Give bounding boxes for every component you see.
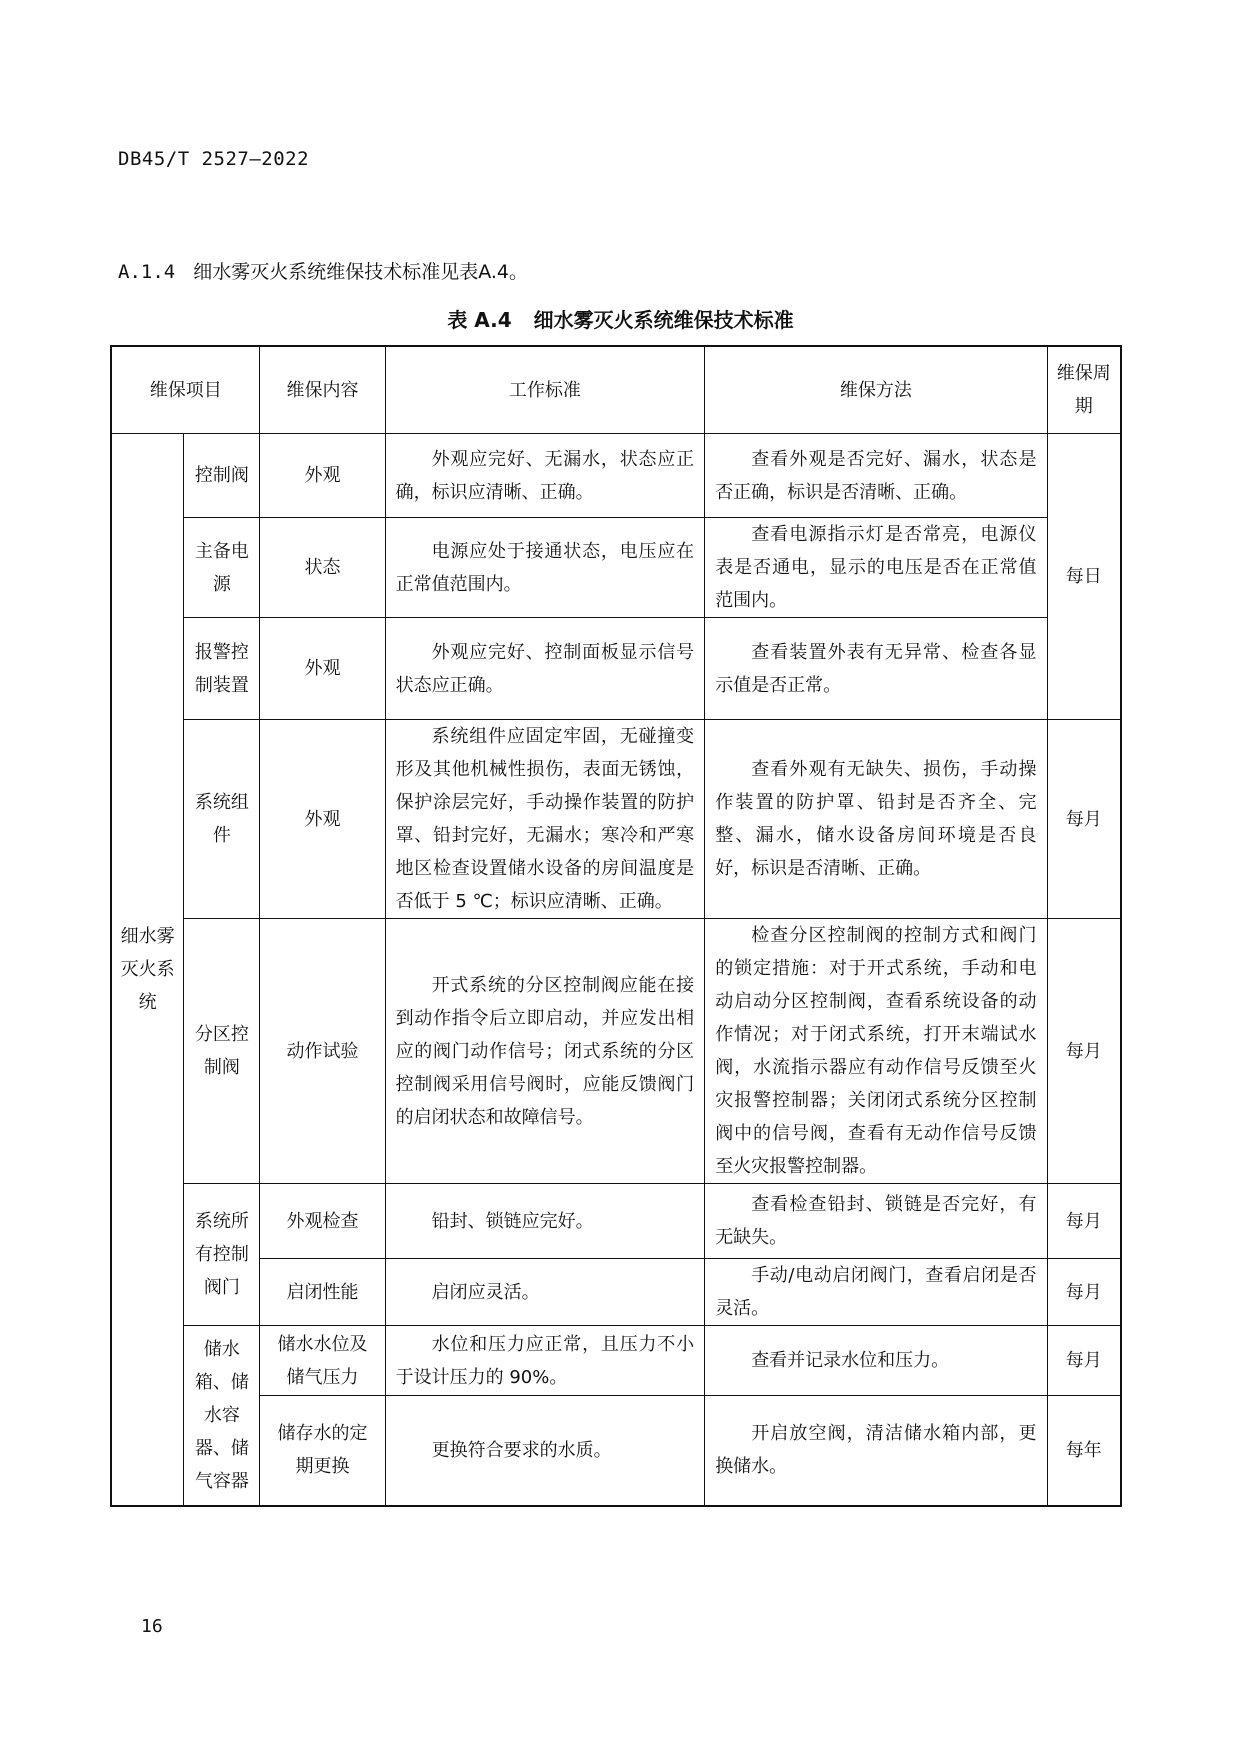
standard-cell: 更换符合要求的水质。 — [385, 1396, 705, 1506]
period-cell: 每月 — [1047, 1326, 1121, 1396]
period-cell: 每月 — [1047, 720, 1121, 919]
sub-item-cell: 分区控制阀 — [184, 919, 260, 1184]
table-header-row — [111, 346, 1121, 434]
standard-cell: 水位和压力应正常，且压力不小于设计压力的 90%。 — [385, 1326, 705, 1396]
table-title-label: 表 A.4 — [447, 308, 512, 332]
header-content: 维保内容 — [260, 346, 385, 434]
maintenance-standard-table — [110, 345, 1122, 1507]
sub-item-cell: 系统所有控制阀门 — [184, 1184, 260, 1326]
period-cell: 每年 — [1047, 1396, 1121, 1506]
table-row — [111, 618, 1121, 720]
method-cell: 查看装置外表有无异常、检查各显示值是否正常。 — [705, 618, 1047, 720]
method-cell: 查看外观有无缺失、损伤，手动操作装置的防护罩、铅封是否齐全、完整、漏水，储水设备房间环境是否良好，标识是否清晰、正确。 — [705, 720, 1047, 919]
page-number: 16 — [141, 1616, 163, 1637]
period-cell: 每月 — [1047, 1184, 1121, 1259]
clause-text: 细水雾灭火系统维保技术标准见表A.4。 — [193, 261, 528, 283]
system-name-cell: 细水雾灭火系统 — [111, 434, 184, 1506]
method-cell: 手动/电动启闭阀门，查看启闭是否灵活。 — [705, 1259, 1047, 1326]
sub-item-cell: 报警控制装置 — [184, 618, 260, 720]
table-row — [111, 518, 1121, 618]
sub-item-cell: 系统组件 — [184, 720, 260, 919]
period-cell: 每日 — [1047, 434, 1121, 720]
method-cell: 查看并记录水位和压力。 — [705, 1326, 1047, 1396]
content-cell: 动作试验 — [260, 919, 385, 1184]
clause-number: A.1.4 — [118, 261, 176, 283]
table-title-text: 细水雾灭火系统维保技术标准 — [533, 308, 794, 332]
document-code: DB45/T 2527—2022 — [118, 148, 310, 170]
period-cell: 每月 — [1047, 1259, 1121, 1326]
header-period: 维保周期 — [1047, 346, 1121, 434]
table-title — [0, 304, 1241, 333]
method-cell: 查看外观是否完好、漏水，状态是否正确，标识是否清晰、正确。 — [705, 434, 1047, 518]
sub-item-cell: 控制阀 — [184, 434, 260, 518]
content-cell: 外观检查 — [260, 1184, 385, 1259]
standard-cell: 系统组件应固定牢固，无碰撞变形及其他机械性损伤，表面无锈蚀，保护涂层完好，手动操作装置的防护罩、铅封完好，无漏水；寒冷和严寒地区检查设置储水设备的房间温度是否低于 5 ℃；标识应清晰、正确。 — [385, 720, 705, 919]
table-row — [111, 1184, 1121, 1259]
table-row — [111, 1396, 1121, 1506]
table-row — [111, 919, 1121, 1184]
header-item: 维保项目 — [111, 346, 260, 434]
content-cell: 储存水的定期更换 — [260, 1396, 385, 1506]
clause-paragraph — [118, 257, 528, 284]
standard-cell: 铅封、锁链应完好。 — [385, 1184, 705, 1259]
method-cell: 检查分区控制阀的控制方式和阀门的锁定措施：对于开式系统，手动和电动启动分区控制阀，查看系统设备的动作情况；对于闭式系统，打开末端试水阀，水流指示器应有动作信号反馈至火灾报警控制器；关闭闭式系统分区控制阀中的信号阀，查看有无动作信号反馈至火灾报警控制器。 — [705, 919, 1047, 1184]
content-cell: 状态 — [260, 518, 385, 618]
sub-item-cell: 主备电源 — [184, 518, 260, 618]
standard-cell: 启闭应灵活。 — [385, 1259, 705, 1326]
table-row — [111, 720, 1121, 919]
table-row — [111, 434, 1121, 518]
content-cell: 储水水位及储气压力 — [260, 1326, 385, 1396]
content-cell: 外观 — [260, 720, 385, 919]
method-cell: 开启放空阀，清洁储水箱内部，更换储水。 — [705, 1396, 1047, 1506]
standard-cell: 电源应处于接通状态，电压应在正常值范围内。 — [385, 518, 705, 618]
table-row — [111, 1259, 1121, 1326]
content-cell: 外观 — [260, 618, 385, 720]
method-cell: 查看检查铅封、锁链是否完好，有无缺失。 — [705, 1184, 1047, 1259]
table-row — [111, 1326, 1121, 1396]
header-standard: 工作标准 — [385, 346, 705, 434]
standard-cell: 开式系统的分区控制阀应能在接到动作指令后立即启动，并应发出相应的阀门动作信号；闭式系统的分区控制阀采用信号阀时，应能反馈阀门的启闭状态和故障信号。 — [385, 919, 705, 1184]
period-cell: 每月 — [1047, 919, 1121, 1184]
content-cell: 启闭性能 — [260, 1259, 385, 1326]
standard-cell: 外观应完好、控制面板显示信号状态应正确。 — [385, 618, 705, 720]
header-method: 维保方法 — [705, 346, 1047, 434]
method-cell: 查看电源指示灯是否常亮，电源仪表是否通电，显示的电压是否在正常值范围内。 — [705, 518, 1047, 618]
content-cell: 外观 — [260, 434, 385, 518]
sub-item-cell: 储水箱、储水容器、储气容器 — [184, 1326, 260, 1506]
standard-cell: 外观应完好、无漏水，状态应正确，标识应清晰、正确。 — [385, 434, 705, 518]
